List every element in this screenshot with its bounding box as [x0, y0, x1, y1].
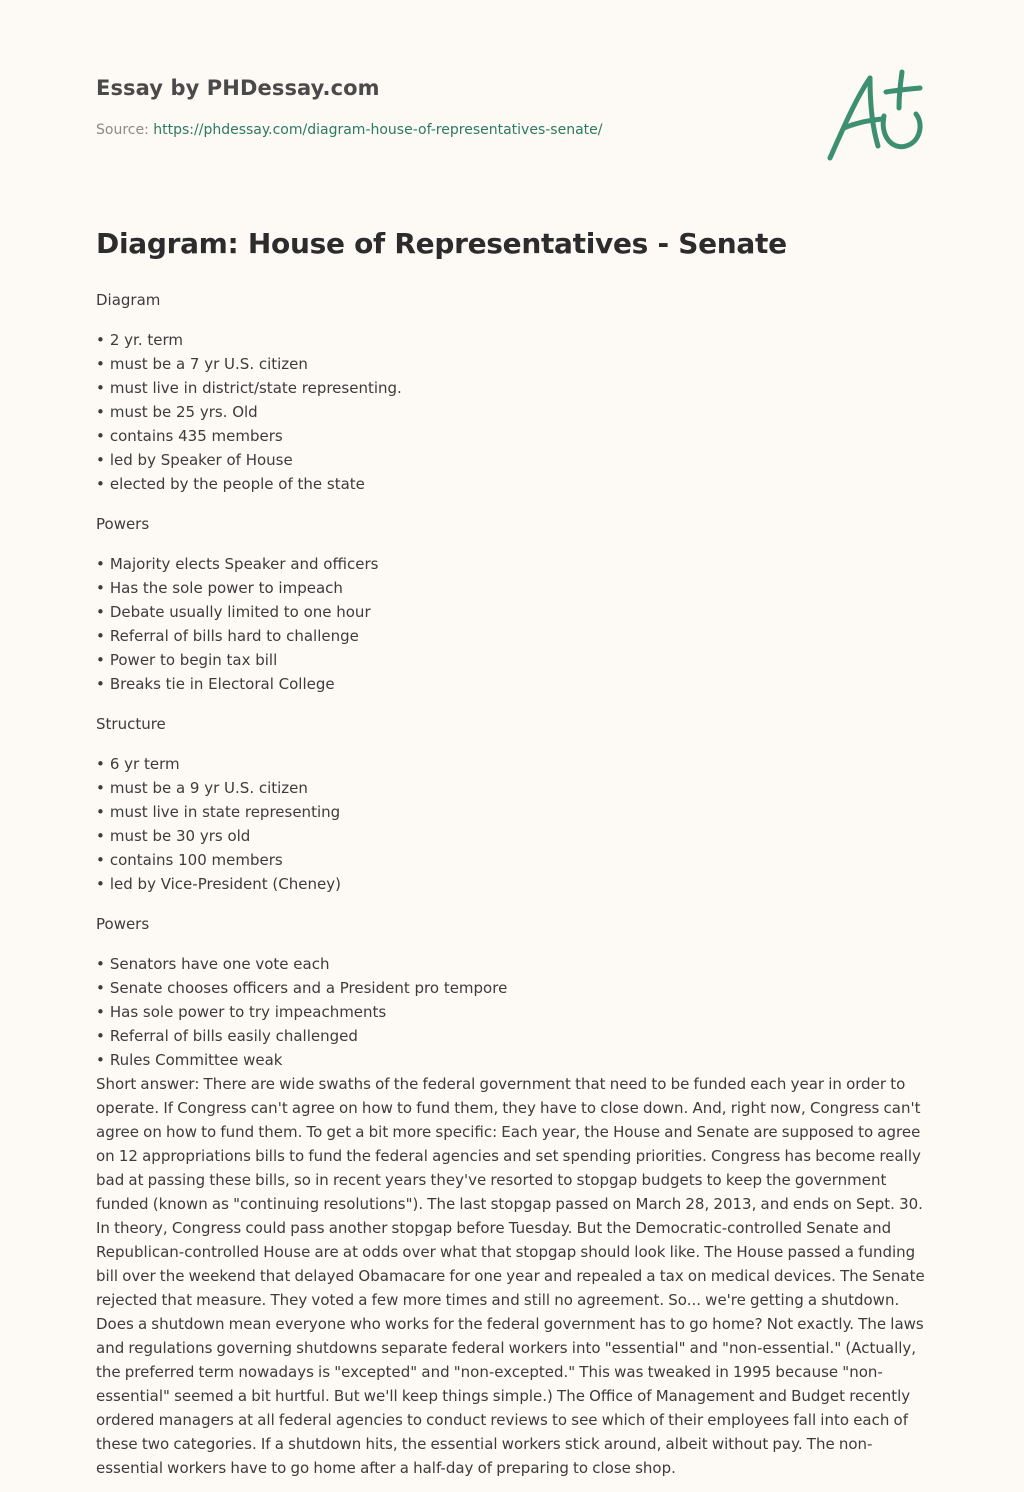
site-brand: Essay by PHDessay.com	[96, 76, 380, 100]
source-link[interactable]: https://phdessay.com/diagram-house-of-representatives-senate/	[153, 122, 603, 138]
list-item: • must be a 7 yr U.S. citizen	[96, 352, 930, 376]
list-item: • Rules Committee weak	[96, 1048, 930, 1072]
list-item: • 2 yr. term	[96, 328, 930, 352]
list-item: • Senators have one vote each	[96, 952, 930, 976]
list-item: • contains 100 members	[96, 848, 930, 872]
body-paragraph: Short answer: There are wide swaths of the federal government that need to be funded each year in order to operate. If Congress can't agree on how to fund them, they have to close down. And, right now, Congress can't agree on how to fund them. To get a bit more specific: Each year, the House and Senate are supposed to agree on 12 appropriations bills to fund the federal agencies and set spending priorities. Congress has become really bad at passing these bills, so in recent years they've resorted to stopgap budgets to keep the government funded (known as "continuing resolutions"). The last stopgap passed on March 28, 2013, and ends on Sept. 30. In theory, Congress could pass another stopgap before Tuesday. But the Democratic-controlled Senate and Republican-controlled House are at odds over what that stopgap should look like. The House passed a funding bill over the weekend that delayed Obamacare for one year and repealed a tax on medical devices. The Senate rejected that measure. They voted a few more times and still no agreement. So... we're getting a shutdown. Does a shutdown mean everyone who works for the federal government has to go home? Not exactly. The laws and regulations governing shutdowns separate federal workers into "essential" and "non-essential." (Actually, the preferred term nowadays is "excepted" and "non-excepted." This was tweaked in 1995 because "non-essential" seemed a bit hurtful. But we'll keep things simple.) The Office of Management and Budget recently ordered managers at all federal agencies to conduct reviews to see which of their employees fall into each of these two categories. If a shutdown hits, the essential workers stick around, albeit without pay. The non-essential workers have to go home after a half-day of preparing to close shop.	[96, 1075, 925, 1477]
bullet-list-house-powers	[96, 552, 930, 696]
essay-content	[96, 226, 930, 1480]
list-item: • must live in district/state representing.	[96, 376, 930, 400]
list-item: • Referral of bills hard to challenge	[96, 624, 930, 648]
list-item: • 6 yr term	[96, 752, 930, 776]
a-plus-logo-icon	[820, 66, 930, 166]
list-item: • Majority elects Speaker and officers	[96, 552, 930, 576]
list-item: • Power to begin tax bill	[96, 648, 930, 672]
list-item: • contains 435 members	[96, 424, 930, 448]
list-item: • Debate usually limited to one hour	[96, 600, 930, 624]
list-item: • led by Vice-President (Cheney)	[96, 872, 930, 896]
list-item: • Has the sole power to impeach	[96, 576, 930, 600]
page-header	[96, 76, 796, 138]
list-item: • Senate chooses officers and a President pro tempore	[96, 976, 930, 1000]
list-item: • must be a 9 yr U.S. citizen	[96, 776, 930, 800]
section-label-house-powers: Powers	[96, 515, 150, 533]
list-item: • elected by the people of the state	[96, 472, 930, 496]
bullet-list-senate	[96, 752, 930, 896]
bullet-list-senate-powers	[96, 952, 930, 1072]
list-item: • Has sole power to try impeachments	[96, 1000, 930, 1024]
list-item: • must be 30 yrs old	[96, 824, 930, 848]
list-item: • led by Speaker of House	[96, 448, 930, 472]
list-item: • Referral of bills easily challenged	[96, 1024, 930, 1048]
section-label-structure: Structure	[96, 715, 166, 733]
source-line	[96, 122, 796, 138]
source-label: Source:	[96, 122, 149, 138]
page-title: Diagram: House of Representatives - Senate	[96, 227, 787, 260]
list-item: • must be 25 yrs. Old	[96, 400, 930, 424]
section-label-diagram: Diagram	[96, 291, 161, 309]
section-label-senate-powers: Powers	[96, 915, 150, 933]
list-item: • must live in state representing	[96, 800, 930, 824]
bullet-list-house	[96, 328, 930, 496]
list-item: • Breaks tie in Electoral College	[96, 672, 930, 696]
